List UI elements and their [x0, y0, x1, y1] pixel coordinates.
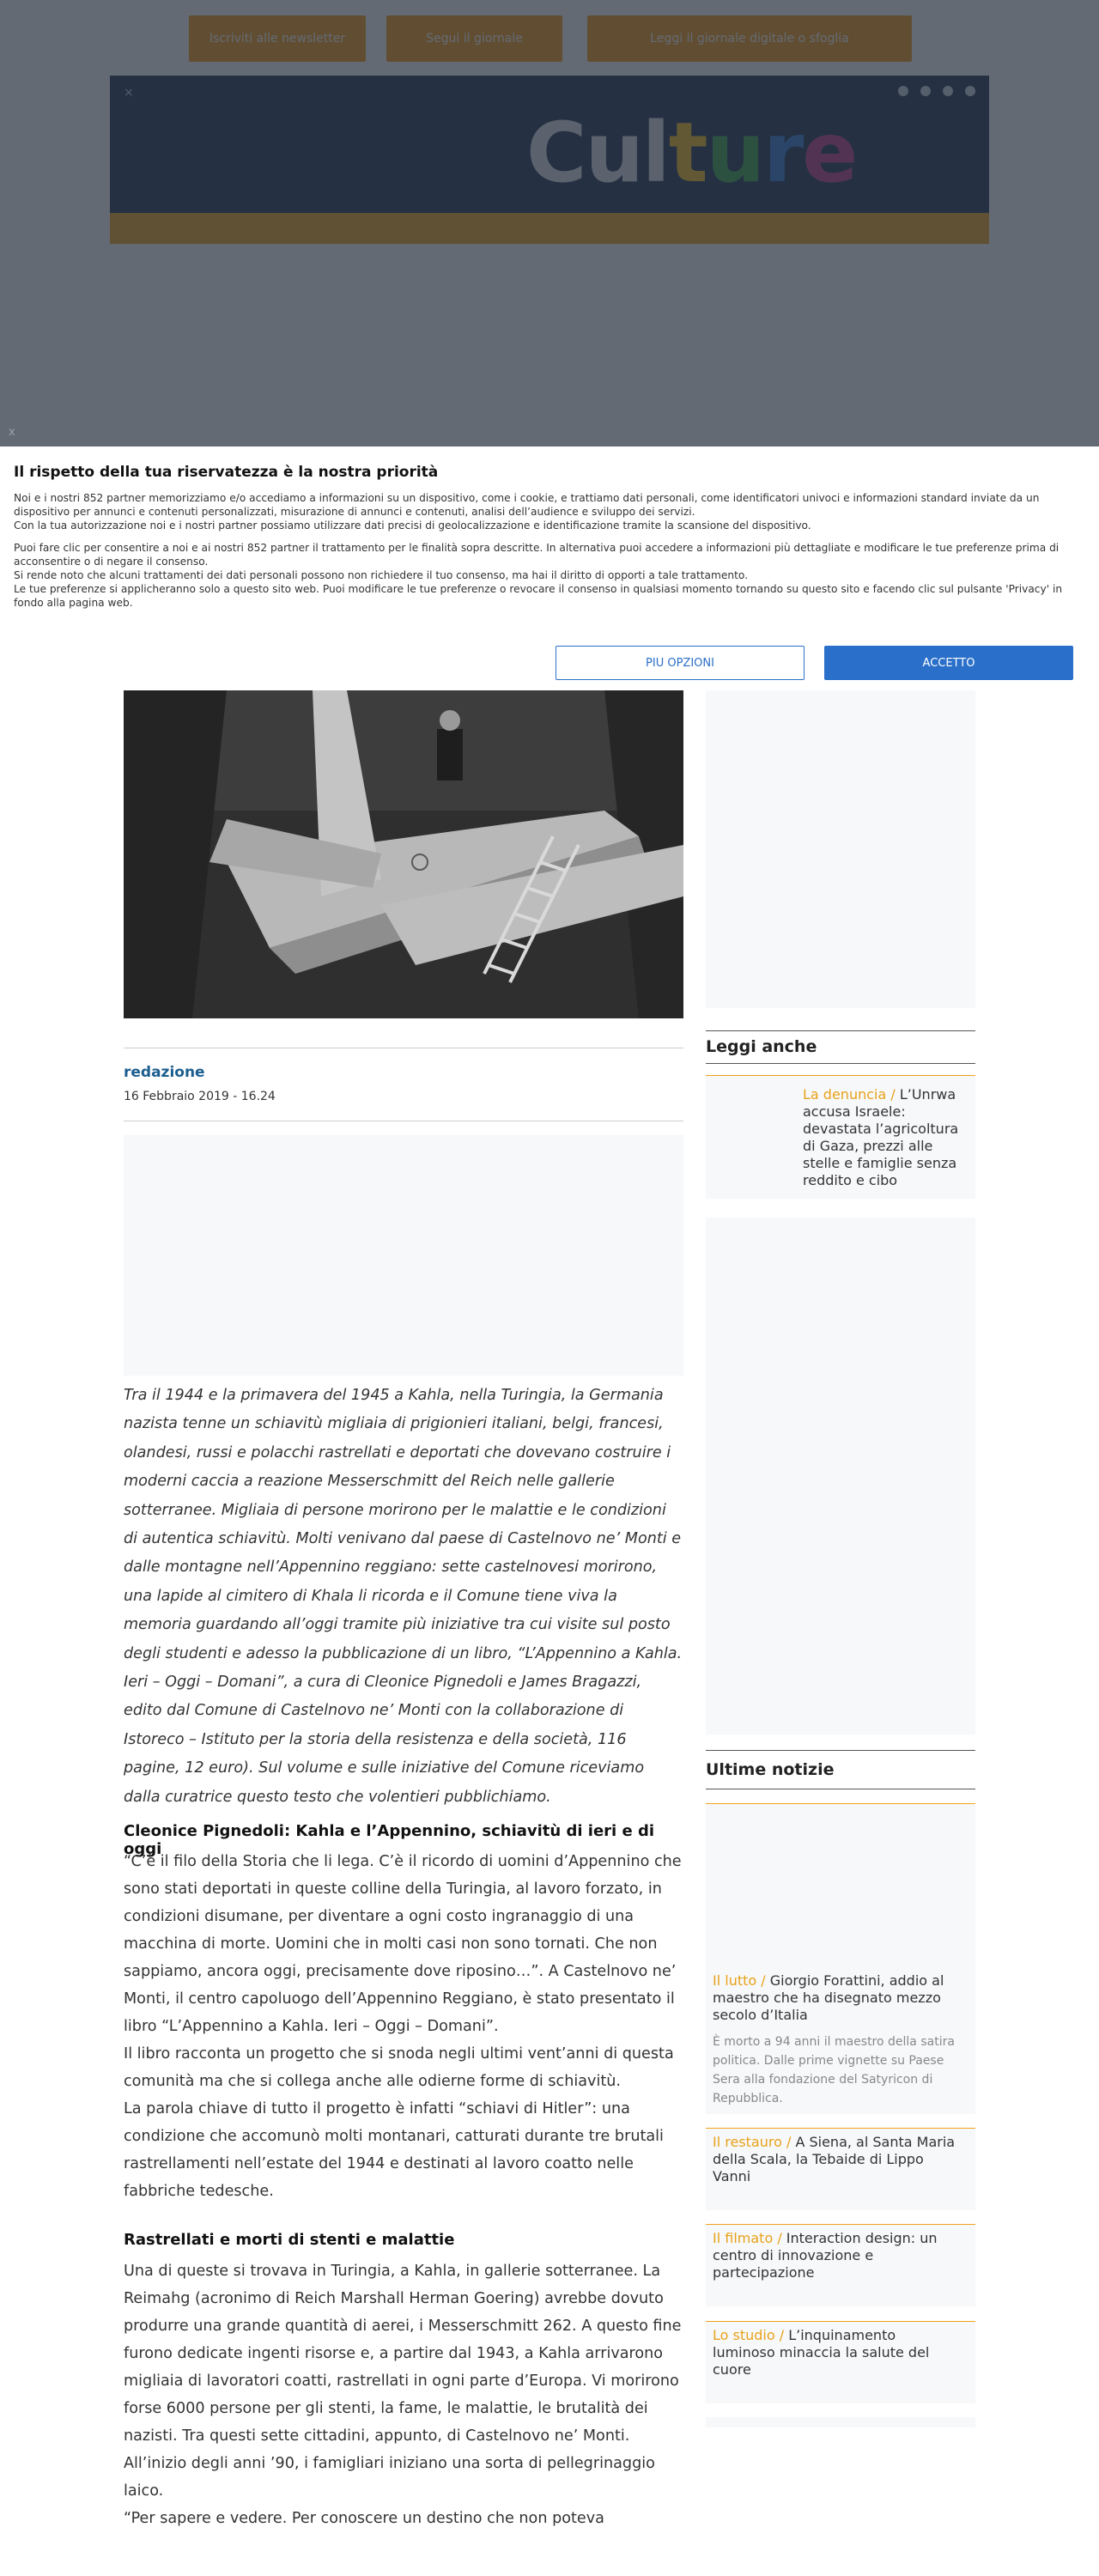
consent-paragraph: Noi e i nostri 852 partner memorizziamo e/o accediamo a informazioni su un dispositivo, come i cookie, e trattiamo dati personali, come identificatori univoci e informazioni standard inviate da un dispositivo per annunci e contenuti personalizzati, misurazione di annunci e contenuti, analisi dell’audience e sviluppo dei servizi.: [14, 492, 1040, 518]
news-card[interactable]: [706, 2128, 975, 2210]
card-tag: Il restauro /: [713, 2134, 796, 2150]
article-ad: [124, 1135, 683, 1376]
body-paragraph: All’inizio degli anni ’90, i famigliari iniziano una sorta di pellegrinaggio laico.: [124, 2455, 655, 2500]
sidebar-ad: [706, 690, 975, 1008]
news-card: [706, 2417, 975, 2427]
article-body: [124, 1848, 690, 2205]
news-card[interactable]: [706, 2321, 975, 2403]
more-options-button[interactable]: PIU OPZIONI: [556, 646, 805, 680]
accept-button[interactable]: ACCETTO: [824, 646, 1073, 680]
card-title[interactable]: Giorgio Forattini, addio al maestro che ha disegnato mezzo secolo d’Italia: [713, 1972, 944, 2023]
article-body: [124, 2257, 690, 2532]
divider: [706, 1063, 975, 1064]
divider: [706, 1030, 975, 1031]
card-title[interactable]: Interaction design: un centro di innovazione e partecipazione: [713, 2230, 938, 2281]
aircraft-photo-illustration: [124, 690, 683, 1018]
article-intro: Tra il 1944 e la primavera del 1945 a Kahla, nella Turingia, la Germania nazista tenne un schiavitù migliaia di prigionieri italiani, belgi, francesi, olandesi, russi e polacchi rastrellati e deportati che dovevano costruire i moderni caccia a reazione Messerschmitt del Reich nelle gallerie sotterranee. Migliaia di persone morirono per le malattie e le condizioni di autentica schiavitù. Molti venivano dal paese di Castelnovo ne’ Monti e dalle montagne nell’Appennino reggiano: sette castelnovesi morirono, una lapide al cimitero di Khala li ricorda e il Comune tiene viva la memoria guardando all’oggi tramite più iniziative tra cui visite sul posto degli studenti e adesso la pubblicazione di un libro, “L’Appennino a Kahla. Ieri – Oggi – Domani”, a cura di Cleonice Pignedoli e James Bragazzi, edito dal Comune di Castelnovo ne’ Monti con la collaborazione di Istoreco – Istituto per la storia della resistenza e della società, 116 pagine, 12 euro). Sul volume e sulle iniziative del Comune riceviamo dalla curatrice questo testo che volentieri pubblichiamo.: [124, 1387, 683, 1806]
overlay-close-icon[interactable]: x: [9, 426, 15, 439]
consent-paragraph: Le tue preferenze si applicheranno solo a questo sito web. Puoi modificare le tue preferenze o revocare il consenso in qualsiasi momento tornando su questo sito e facendo clic sul pulsante 'Privacy' in fondo alla pagina web.: [14, 583, 1063, 609]
consent-banner: [0, 447, 1099, 690]
author-link[interactable]: redazione: [124, 1064, 205, 1081]
card-tag: Lo studio /: [713, 2327, 789, 2343]
card-title[interactable]: A Siena, al Santa Maria della Scala, la Tebaide di Lippo Vanni: [713, 2134, 956, 2184]
section-heading: Cleonice Pignedoli: Kahla e l’Appennino, schiavitù di ieri e di oggi: [124, 1822, 655, 1858]
card-tag: Il lutto /: [713, 1972, 770, 1989]
card-tag: Il filmato /: [713, 2230, 786, 2246]
read-also-title: Leggi anche: [706, 1037, 817, 1056]
card-tag: La denuncia /: [803, 1086, 900, 1103]
read-also-card[interactable]: [706, 1075, 975, 1199]
article-photo: [124, 690, 683, 1018]
body-paragraph: La parola chiave di tutto il progetto è infatti “schiavi di Hitler”: una condizione che accomunò molti montanari, catturati durante tre brutali rastrellamenti nell’estate del 1944 e destinati al lavoro coatto nelle fabbriche tedesche.: [124, 2100, 664, 2200]
body-paragraph: Il libro racconta un progetto che si snoda negli ultimi vent’anni di questa comunità ma che si collega anche alle odierne forme di schiavitù.: [124, 2045, 674, 2090]
consent-paragraph: Con la tua autorizzazione noi e i nostri partner possiamo utilizzare dati precisi di geolocalizzazione e identificazione tramite la scansione del dispositivo.: [14, 519, 811, 532]
sidebar-ad: [706, 1218, 975, 1735]
modal-overlay: [0, 0, 1099, 447]
divider: [706, 1750, 975, 1751]
consent-title: Il rispetto della tua riservatezza è la nostra priorità: [14, 464, 439, 481]
news-card[interactable]: [706, 2224, 975, 2306]
card-title[interactable]: L’Unrwa accusa Israele: devastata l’agricoltura di Gaza, prezzi alle stelle e famiglie senza reddito e cibo: [803, 1086, 959, 1188]
body-paragraph: “Per sapere e vedere. Per conoscere un destino che non poteva: [124, 2510, 604, 2527]
body-paragraph: Una di queste si trovava in Turingia, a Kahla, in gallerie sotterranee. La Reimahg (acronimo di Reich Marshall Herman Goering) avrebbe dovuto produrre una grande quantità di aerei, i Messerschmitt 262. A questo fine furono dedicate ingenti risorse e, a partire dal 1943, a Kahla arrivarono migliaia di lavoratori coatti, rastrellati in ogni parte d’Europa. Vi morirono forse 6000 persone per gli stenti, la fame, le malattie, le brutalità dei nazisti. Tra questi sette cittadini, appunto, di Castelnovo ne’ Monti.: [124, 2263, 682, 2445]
consent-paragraph: Si rende noto che alcuni trattamenti dei dati personali possono non richiedere il tuo consenso, ma hai il diritto di opporti a tale trattamento.: [14, 569, 748, 581]
latest-news-title: Ultime notizie: [706, 1760, 835, 1779]
news-card[interactable]: [706, 1803, 975, 2114]
section-heading: Rastrellati e morti di stenti e malattie: [124, 2231, 455, 2249]
consent-paragraph: Puoi fare clic per consentire a noi e ai nostri 852 partner il trattamento per le finalità sopra descritte. In alternativa puoi accedere a informazioni più dettagliate e modificare le tue preferenze prima di acconsentire o di negare il consenso.: [14, 542, 1060, 568]
publish-date: 16 Febbraio 2019 - 16.24: [124, 1090, 276, 1103]
card-title[interactable]: L’inquinamento luminoso minaccia la salute del cuore: [713, 2327, 930, 2378]
card-excerpt: È morto a 94 anni il maestro della satira politica. Dalle prime vignette su Paese Sera alla fondazione del Satyricon di Repubblica.: [713, 2035, 955, 2105]
body-paragraph: “C’è il filo della Storia che li lega. C’è il ricordo di uomini d’Appennino che sono stati deportati in queste colline della Turingia, al lavoro forzato, in condizioni disumane, per diventare a ogni costo ingranaggio di una macchina di morte. Uomini che in molti casi non sono tornati. Che non sappiamo, ancora oggi, precisamente dove riposino…”. A Castelnovo ne’ Monti, il centro capoluogo dell’Appennino Reggiano, è stato presentato il libro “L’Appennino a Kahla. Ieri – Oggi – Domani”.: [124, 1853, 682, 2035]
